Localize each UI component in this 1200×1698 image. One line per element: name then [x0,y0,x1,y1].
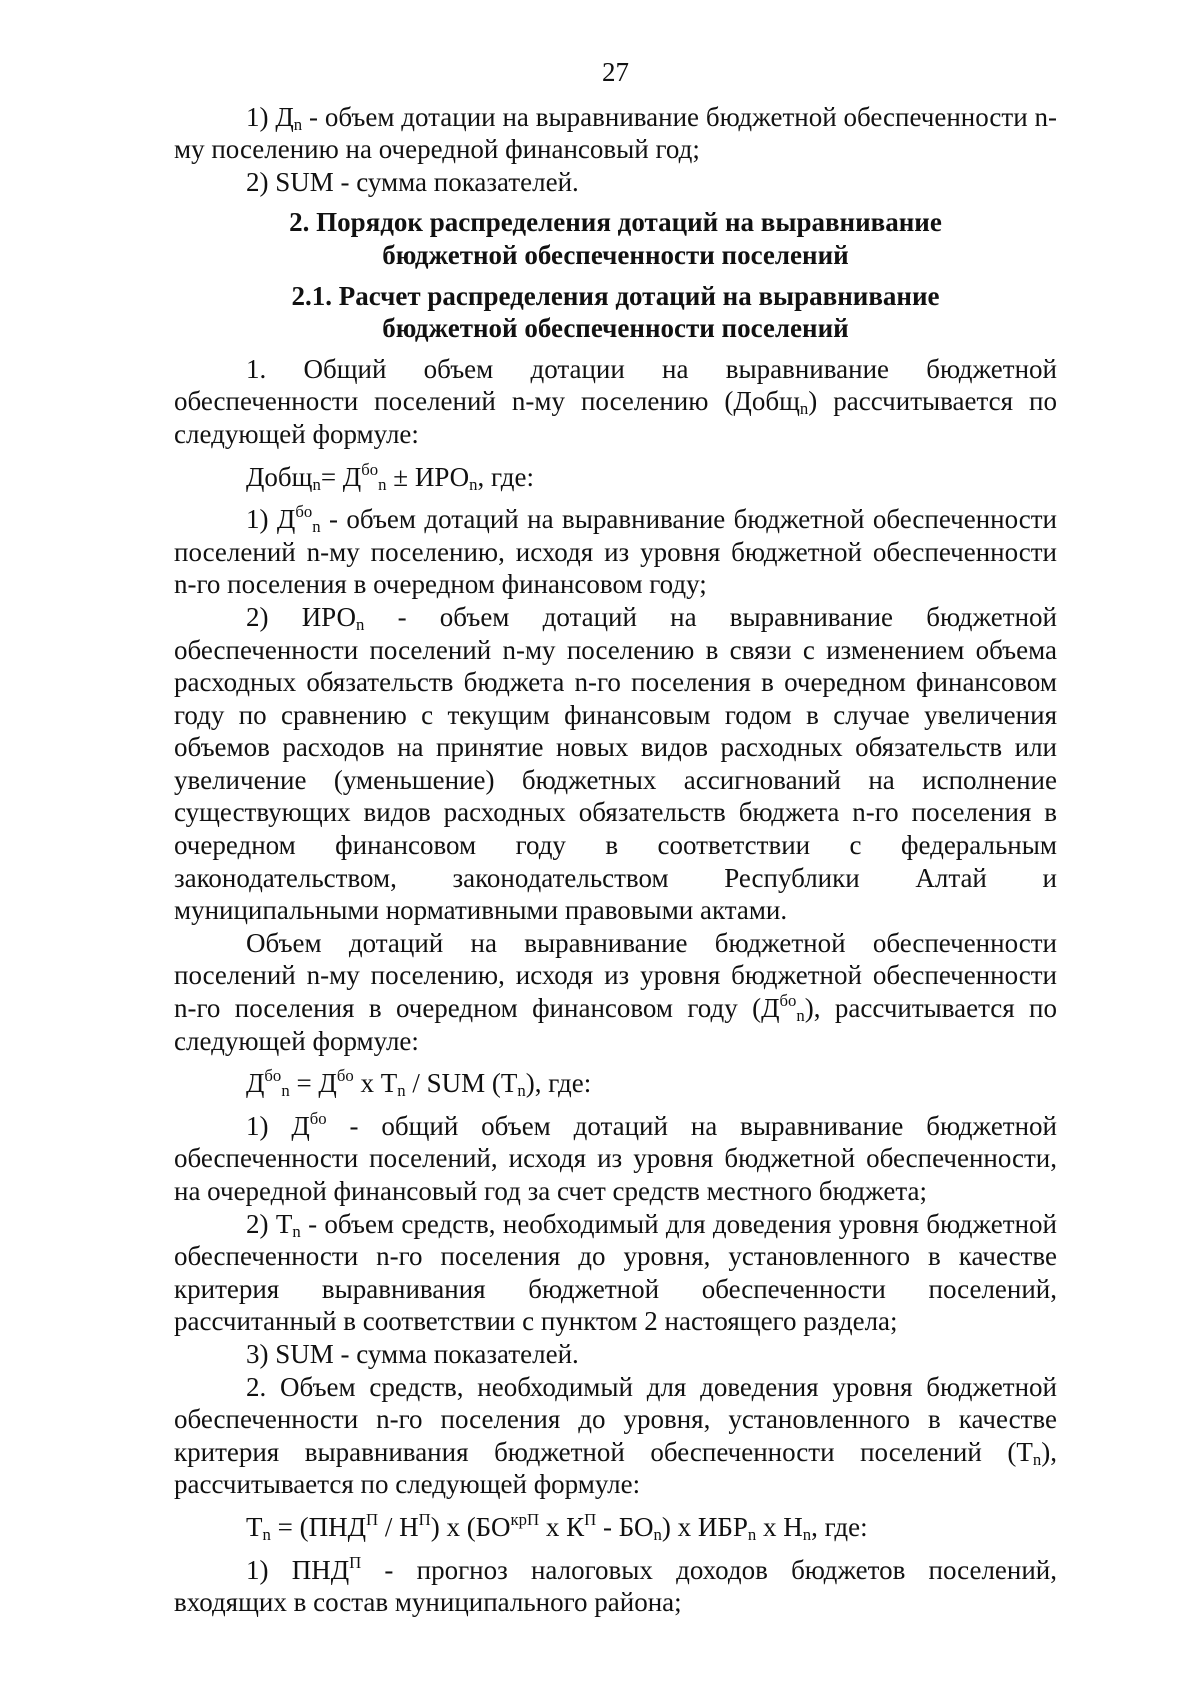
paragraph-tn-definition: 2) $Т_n$ - объем средств, необходимый для доведения уровня бюджетной обеспеченности n-го поселения до уровня, установленного в качестве критерия выравнивания бюджетной обеспеченности поселений, рассчитанный в соответствии с пунктом 2 настоящего раздела; [174,1208,1057,1337]
formula-tn: $Т_n = (ПНД^П / Н^П)$ x ($БО^{крП}$ x $К^П - БО_n$) x $ИБР_n$ x $Н_n$, где: [246,1510,868,1545]
paragraph-subsidy-volume: Объем дотаций на выравнивание бюджетной обеспеченности поселений n-му поселению, исходя из уровня бюджетной обеспеченности n-го поселения в очередном финансовом году $(Д^{бо}_n)$, рассчитывается по следующей формуле: [174,927,1057,1056]
formula-total-subsidy: Добщ$_n$= $Д^{бо}_n \pm ИРО_n$, где: [246,459,534,494]
paragraph-dbo-definition: 1) $Д^{бо}_n$ - объем дотаций на выравнивание бюджетной обеспеченности поселений n-му поселению, исходя из уровня бюджетной обеспеченности n-го поселения в очередном финансовом году; [174,502,1057,600]
paragraph-total-subsidy: 1. Общий объем дотации на выравнивание бюджетной обеспеченности поселений n-му поселению (Добщ$_n$) рассчитывается по следующей формуле: [174,353,1057,449]
paragraph-iro-definition: 2) $ИРО_n$ - объем дотаций на выравнивание бюджетной обеспеченности поселений n-му поселению в связи с изменением объема расходных обязательств бюджета n-го поселения в очередном финансовом году по сравнению с текущим финансовым годом в случае увеличения объемов расходов на принятие новых видов расходных обязательств или увеличение (уменьшение) бюджетных ассигнований на исполнение существующих видов расходных обязательств бюджета n-го поселения в очередном финансовом году в соответствии с федеральным законодательством, законодательством Республики Алтай и муниципальными нормативными правовыми актами. [174,601,1057,926]
paragraph-sum-definition: 2) SUM - сумма показателей. [246,166,579,197]
paragraph-sum-definition-2: 3) SUM - сумма показателей. [246,1338,579,1369]
paragraph-dn-definition: 1) $Д_n$ - объем дотации на выравнивание бюджетной обеспеченности n-му поселению на очередной финансовый год; [174,101,1057,165]
paragraph-pnd-definition: 1) $ПНД^П$ - прогноз налоговых доходов бюджетов поселений, входящих в состав муниципального района; [174,1552,1057,1618]
page-number: 27 [602,57,629,87]
paragraph-tn-volume: 2. Объем средств, необходимый для доведения уровня бюджетной обеспеченности n-го поселения до уровня, установленного в качестве критерия выравнивания бюджетной обеспеченности поселений $(Т_n)$, рассчитывается по следующей формуле: [174,1371,1057,1500]
section-heading-2: 2. Порядок распределения дотаций на выравнивание бюджетной обеспеченности поселений [289,207,942,270]
paragraph-dbo-total-definition: 1) $Д^{бо}$ - общий объем дотаций на выравнивание бюджетной обеспеченности поселений, исходя из уровня бюджетной обеспеченности, на очередной финансовый год за счет средств местного бюджета; [174,1108,1057,1206]
section-heading-2-1: 2.1. Расчет распределения дотаций на выравнивание бюджетной обеспеченности поселений [291,280,940,344]
formula-dbo: $Д^{бо}_n = Д^{бо}$ x $Т_n$ / SUM $(Т_n)$, где: [246,1066,592,1101]
